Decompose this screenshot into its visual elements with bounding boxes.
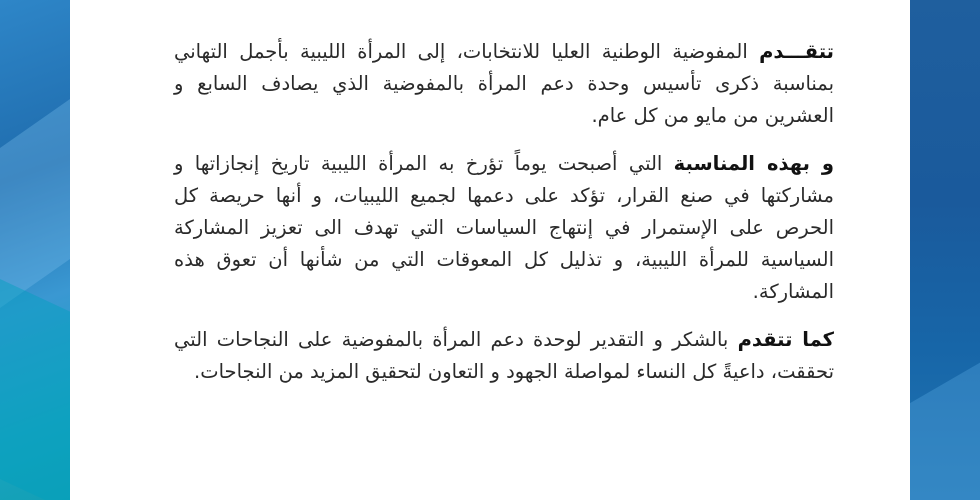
decorative-shape: [910, 345, 980, 500]
decorative-shape: [0, 279, 70, 500]
background-left-panel: [0, 0, 70, 500]
statement-card: [70, 0, 910, 500]
paragraph-text: بالشكر و التقدير لوحدة دعم المرأة بالمفوضية على النجاحات التي تحققت، داعيةً كل النساء لمواصلة الجهود و التعاون لتحقيق المزيد من النجاحات.: [174, 328, 834, 383]
paragraph-lead: تتقـــدم: [759, 40, 834, 63]
paragraph-text: التي أصبحت يوماً تؤرخ به المرأة الليبية تاريخ إنجازاتها و مشاركتها في صنع القرار، تؤكد على دعمها لجميع الليبيات، و أنها حريصة كل الحرص على الإستمرار في إنتهاج السياسات التي تهدف الى تعزيز المشاركة السياسية للمرأة الليبية، و تذليل كل المعوقات التي من شأنها أن تعوق هذه المشاركة.: [174, 152, 834, 303]
statement-body: [174, 36, 834, 404]
paragraph-occasion: [174, 148, 834, 308]
paragraph-lead: و بهذه المناسبة: [673, 152, 834, 175]
paragraph-lead: كما تتقدم: [737, 328, 834, 351]
paragraph-congratulations: [174, 36, 834, 132]
background-right-panel: [910, 0, 980, 500]
paragraph-text: المفوضية الوطنية العليا للانتخابات، إلى المرأة الليبية بأجمل التهاني بمناسبة ذكرى تأسيس وحدة دعم المرأة بالمفوضية الذي يصادف السابع و العشرين من مايو من كل عام.: [174, 40, 834, 127]
paragraph-thanks: [174, 324, 834, 388]
